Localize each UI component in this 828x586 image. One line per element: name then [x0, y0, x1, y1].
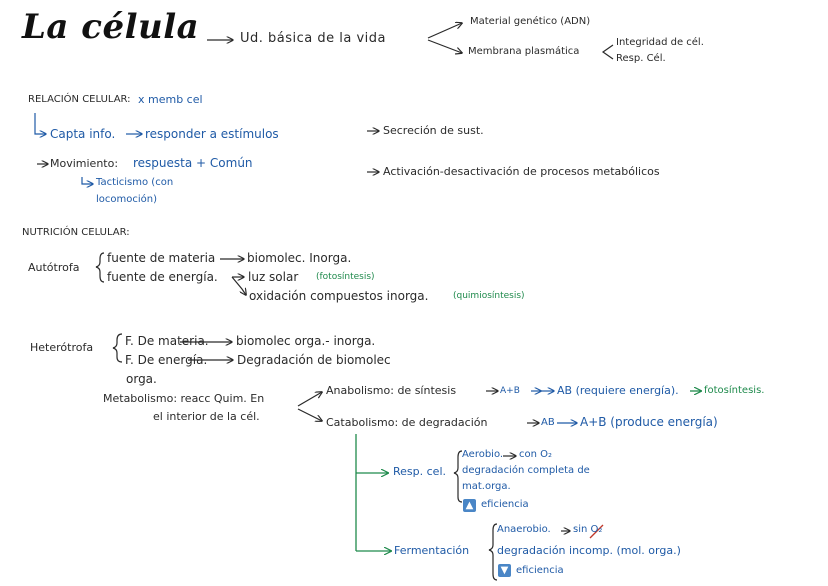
h-orga: orga.	[126, 372, 157, 386]
r-degradacion-1: degradación completa de	[462, 465, 590, 476]
autotrofa-label: Autótrofa	[28, 261, 80, 274]
page-title: La célula	[22, 7, 200, 47]
f-sin-o2: sin O₂	[573, 524, 603, 535]
a-luz-solar: luz solar	[248, 270, 299, 284]
f-anaerobio: Anaerobio.	[497, 524, 551, 535]
resp-cel-header: Resp. Cél.	[616, 53, 666, 64]
nutricion-heading: NUTRICIÓN CELULAR:	[22, 227, 130, 238]
f-degradacion: degradación incomp. (mol. orga.)	[497, 544, 681, 557]
arrow-down-box-icon: ▼	[498, 564, 511, 577]
catab-eq: AB	[541, 417, 555, 428]
r-eficiencia: eficiencia	[481, 499, 529, 510]
capta-info: Capta info.	[50, 127, 116, 141]
secrecion: Secreción de sust.	[383, 124, 484, 137]
a-biomolec-inorga: biomolec. Inorga.	[247, 251, 352, 265]
a-fuente-energia: fuente de energía.	[107, 270, 218, 284]
h-fuente-energia: F. De energía.	[125, 353, 208, 367]
fermentacion-label: Fermentación	[394, 544, 470, 557]
catabolismo: Catabolismo: de degradación	[326, 416, 488, 429]
anab-fotosintesis: fotosíntesis.	[704, 385, 765, 396]
anab-result: AB (requiere energía).	[557, 384, 679, 397]
material-genetico: Material genético (ADN)	[470, 16, 591, 27]
relacion-heading: RELACIÓN CELULAR:	[28, 94, 131, 105]
heterotrofa-label: Heterótrofa	[30, 341, 94, 354]
a-quimiosintesis-note: (quimiosíntesis)	[453, 291, 525, 301]
arrow-up-box-icon: ▲	[463, 499, 476, 512]
resp-cel-label: Resp. cel.	[393, 465, 446, 478]
a-oxidacion: oxidación compuestos inorga.	[249, 289, 429, 303]
h-biomolec-orga: biomolec orga.- inorga.	[236, 334, 376, 348]
relacion-sub: x memb cel	[138, 93, 203, 106]
metabolismo-1: Metabolismo: reacc Quim. En	[103, 392, 265, 405]
cell-definition: Ud. básica de la vida	[240, 31, 386, 46]
movimiento-label: Movimiento:	[50, 157, 119, 170]
r-degradacion-2: mat.orga.	[462, 481, 511, 492]
a-fuente-materia: fuente de materia	[107, 251, 216, 265]
r-con-o2: con O₂	[519, 449, 553, 460]
respuesta-comun: respuesta + Común	[133, 156, 253, 170]
catab-result: A+B (produce energía)	[580, 415, 718, 429]
integridad-cel: Integridad de cél.	[616, 37, 704, 48]
h-fuente-materia: F. De materia.	[125, 334, 209, 348]
tacticismo-2: locomoción)	[96, 194, 158, 205]
membrana-plasmatica: Membrana plasmática	[468, 46, 580, 57]
f-eficiencia: eficiencia	[516, 565, 564, 576]
metabolismo-2: el interior de la cél.	[153, 410, 260, 423]
responder-estimulos: responder a estímulos	[145, 127, 279, 141]
anabolismo: Anabolismo: de síntesis	[326, 384, 457, 397]
activacion: Activación-desactivación de procesos metabólicos	[383, 165, 660, 178]
r-aerobio: Aerobio.	[462, 449, 504, 460]
tacticismo-1: Tacticismo (con	[96, 177, 174, 188]
h-degradacion: Degradación de biomolec	[237, 353, 391, 367]
anab-eq: A+B	[500, 386, 520, 396]
a-fotosintesis-note: (fotosíntesis)	[316, 272, 375, 282]
